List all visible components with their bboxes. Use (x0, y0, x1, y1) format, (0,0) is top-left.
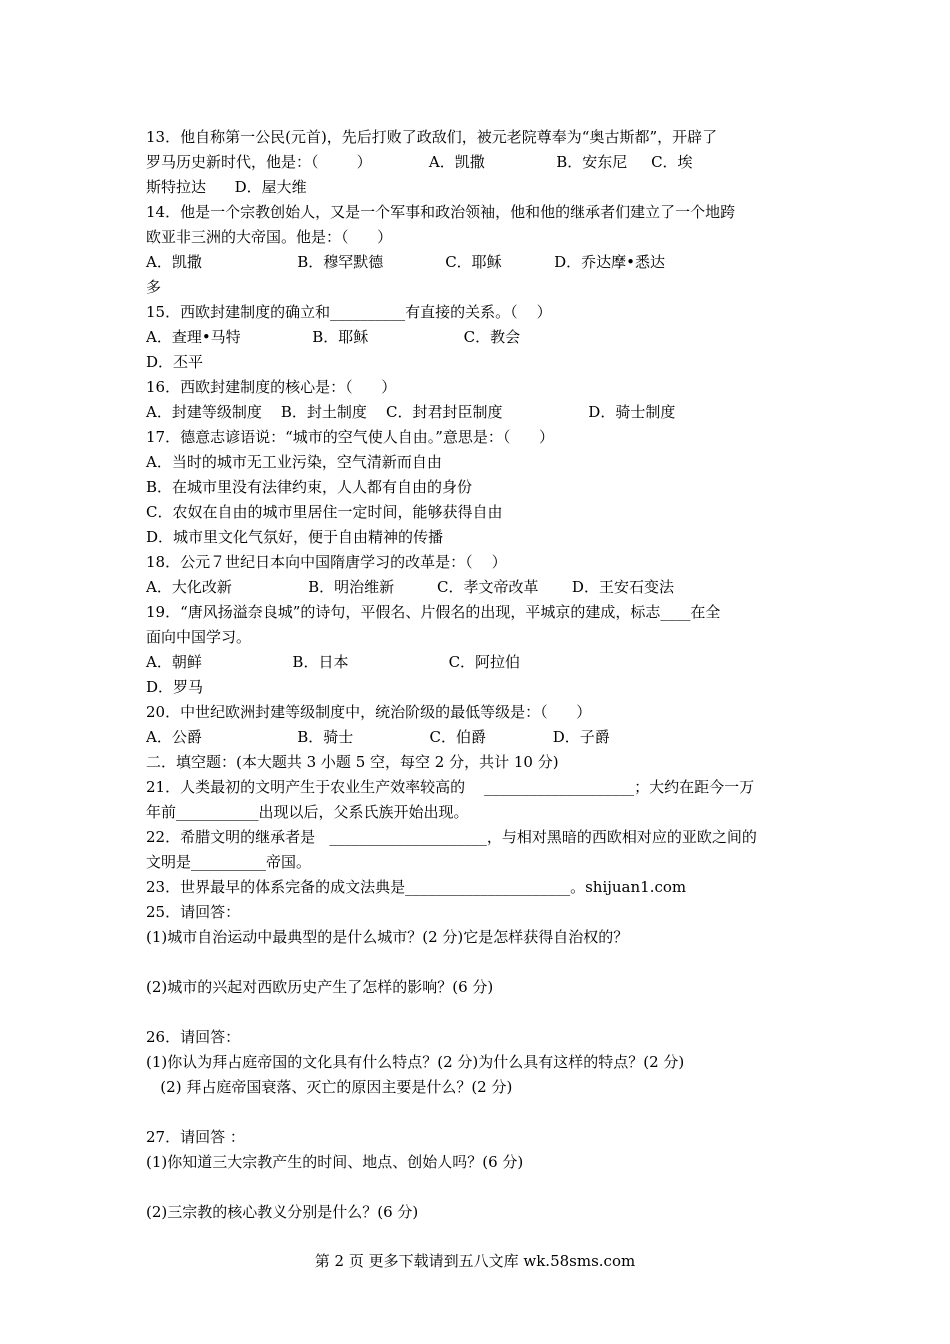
q27-part-1: (1)你知道三大宗教产生的时间、地点、创始人吗？(6 分) (146, 1153, 524, 1171)
q15-option-d: D．丕平 (146, 353, 204, 371)
q15-question: 15．西欧封建制度的确立和__________有直接的关系。（ ） (146, 303, 552, 321)
q17-question: 17．德意志谚语说：“城市的空气使人自由。”意思是：（ ） (146, 428, 555, 446)
q17-option-d: D．城市里文化气氛好，便于自由精神的传播 (146, 528, 444, 546)
q18-question: 18．公元７世纪日本向中国隋唐学习的改革是：（ ） (146, 553, 507, 571)
q21-line-2: 年前___________出现以后，父系氏族开始出现。 (146, 803, 469, 821)
q13-line-3: 斯特拉达 D．屋大维 (146, 178, 307, 196)
q16-question: 16．西欧封建制度的核心是：（ ） (146, 378, 397, 396)
q18-options: A．大化改新 B．明治维新 C．孝文帝改革 D．王安石变法 (146, 578, 674, 596)
q19-option-d: D．罗马 (146, 678, 204, 696)
q25-part-2: (2)城市的兴起对西欧历史产生了怎样的影响？(6 分) (146, 978, 494, 996)
q22-line-1: 22．希腊文明的继承者是 _____________________，与相对黑暗的西欧相对应的亚欧之间的 (146, 828, 757, 846)
q26-heading: 26．请回答： (146, 1028, 241, 1046)
q19-line-1: 19．“唐风扬溢奈良城”的诗句，平假名、片假名的出现，平城京的建成，标志____在全 (146, 603, 721, 621)
q14-line-1: 14．他是一个宗教创始人，又是一个军事和政治领袖，他和他的继承者们建立了一个地跨 (146, 203, 736, 221)
q27-part-2: (2)三宗教的核心教义分别是什么？(6 分) (146, 1203, 419, 1221)
q21-line-1: 21．人类最初的文明产生于农业生产效率较高的 ____________________；大约在距今一万 (146, 778, 755, 796)
q17-option-c: C．农奴在自由的城市里居住一定时间，能够获得自由 (146, 503, 503, 521)
q14-options: A．凯撒 B．穆罕默德 C．耶稣 D．乔达摩•悉达 (146, 253, 666, 271)
q19-line-2: 面向中国学习。 (146, 628, 252, 646)
q26-part-1: (1)你认为拜占庭帝国的文化具有什么特点？(2 分)为什么具有这样的特点？(2 分) (146, 1053, 685, 1071)
q17-option-b: B．在城市里没有法律约束，人人都有自由的身份 (146, 478, 473, 496)
q22-line-2: 文明是__________帝国。 (146, 853, 312, 871)
q20-question: 20．中世纪欧洲封建等级制度中，统治阶级的最低等级是：（ ） (146, 703, 592, 721)
q13-line-1: 13．他自称第一公民(元首)，先后打败了政敌们，被元老院尊奉为“奥古斯都”，开辟了 (146, 128, 718, 146)
page-footer: 第 2 页 更多下载请到五八文库 wk.58sms.com (314, 1252, 636, 1270)
q26-part-2: (2) 拜占庭帝国衰落、灭亡的原因主要是什么？(2 分) (146, 1078, 513, 1096)
q19-options: A．朝鲜 B．日本 C．阿拉伯 (146, 653, 521, 671)
q23-line: 23．世界最早的体系完备的成文法典是______________________。shijuan1.com (146, 878, 687, 896)
q14-line-2: 欧亚非三洲的大帝国。他是：（ ） (146, 228, 393, 246)
q16-options: A．封建等级制度 B．封土制度 C．封君封臣制度 D．骑士制度 (146, 403, 676, 421)
q15-options: A．查理•马特 B．耶稣 C．教会 (146, 328, 521, 346)
q14-options-wrap: 多 (146, 278, 162, 296)
q20-options: A．公爵 B．骑士 C．伯爵 D．子爵 (146, 728, 610, 746)
section-2-heading: 二．填空题：(本大题共 3 小题 5 空，每空 2 分，共计 10 分) (146, 753, 559, 771)
q25-part-1: (1)城市自治运动中最典型的是什么城市？(2 分)它是怎样获得自治权的？ (146, 928, 629, 946)
q27-heading: 27．请回答 ： (146, 1128, 245, 1146)
q13-line-2: 罗马历史新时代，他是：（ ） A．凯撒 B．安东尼 C．埃 (146, 153, 693, 171)
q25-heading: 25．请回答： (146, 903, 241, 921)
q17-option-a: A．当时的城市无工业污染，空气清新而自由 (146, 453, 442, 471)
